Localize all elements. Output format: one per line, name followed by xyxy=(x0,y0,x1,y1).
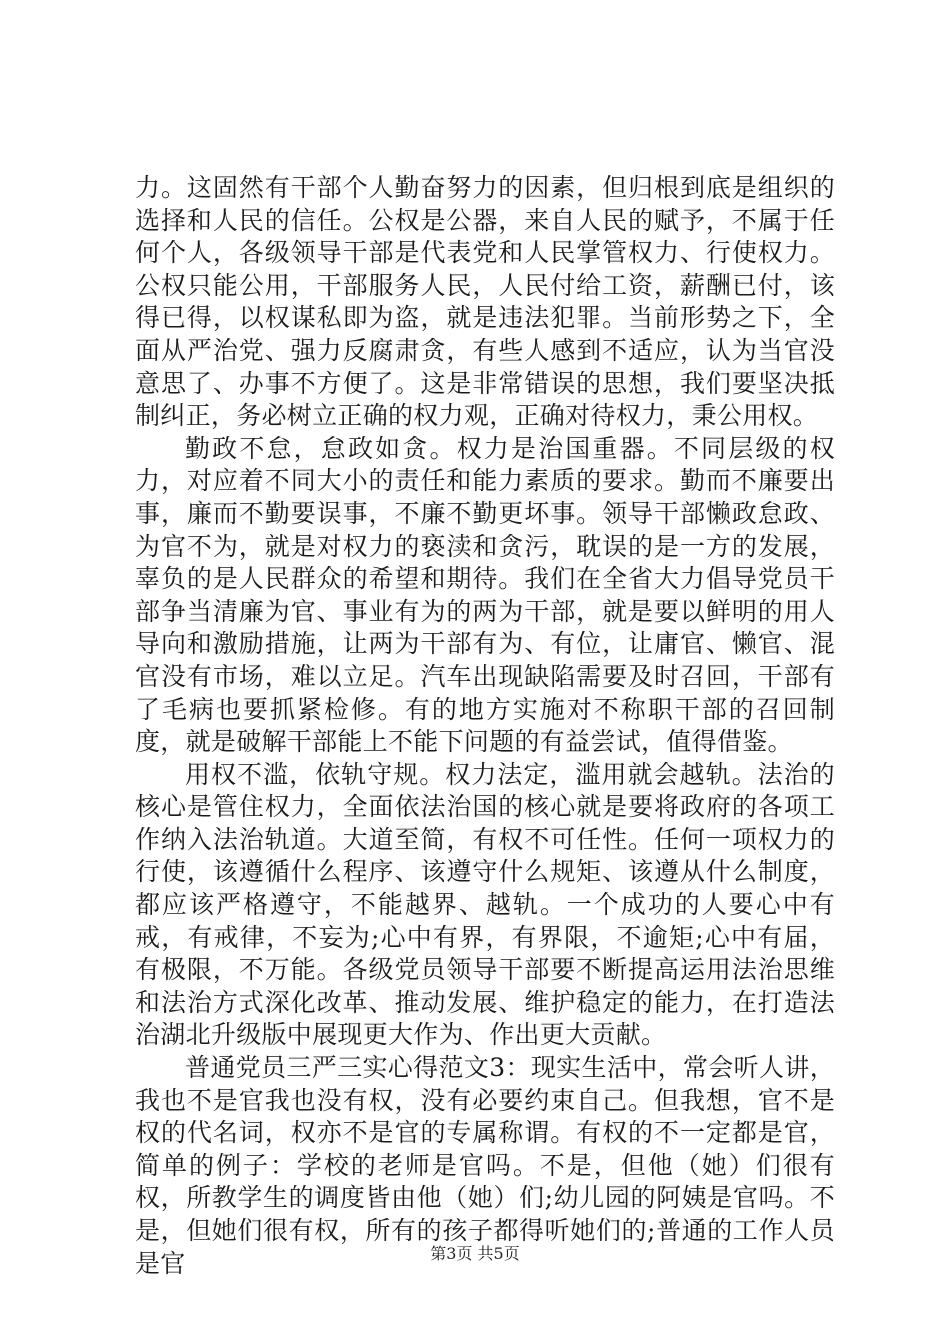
paragraph-4: 普通党员三严三实心得范文3：现实生活中，常会听人讲，我也不是官我也没有权，没有必要约束自己。但我想，官不是权的代名词，权亦不是官的专属称谓。有权的不一定都是官，简单的例子：学校的老师是官吗。不是，但他（她）们很有权，所教学生的调度皆由他（她）们;幼儿园的阿姨是官吗。不是，但她们很有权，所有的孩子都得听她们的;普通的工作人员是官 xyxy=(135,1053,835,1278)
document-body xyxy=(135,172,835,1280)
paragraph-2: 勤政不怠，怠政如贪。权力是治国重器。不同层级的权力，对应着不同大小的责任和能力素质的要求。勤而不廉要出事，廉而不勤要误事，不廉不勤更坏事。领导干部懒政怠政、为官不为，就是对权力的亵渎和贪污，耽误的是一方的发展，辜负的是人民群众的希望和期待。我们在全省大力倡导党员干部争当清廉为官、事业有为的两为干部，就是要以鲜明的用人导向和激励措施，让两为干部有为、有位，让庸官、懒官、混官没有市场，难以立足。汽车出现缺陷需要及时召回，干部有了毛病也要抓紧检修。有的地方实施对不称职干部的召回制度，就是破解干部能上不能下问题的有益尝试，值得借鉴。 xyxy=(135,433,835,757)
page-number-footer: 第3页 共5页 xyxy=(430,1244,520,1263)
paragraph-1: 力。这固然有干部个人勤奋努力的因素，但归根到底是组织的选择和人民的信任。公权是公器，来自人民的赋予，不属于任何个人，各级领导干部是代表党和人民掌管权力、行使权力。公权只能公用，干部服务人民，人民付给工资，薪酬已付，该得已得，以权谋私即为盗，就是违法犯罪。当前形势之下，全面从严治党、强力反腐肃贪，有些人感到不适应，认为当官没意思了、办事不方便了。这是非常错误的思想，我们要坚决抵制纠正，务必树立正确的权力观，正确对待权力，秉公用权。 xyxy=(135,173,835,431)
paragraph-3: 用权不滥，依轨守规。权力法定，滥用就会越轨。法治的核心是管住权力，全面依法治国的核心就是要将政府的各项工作纳入法治轨道。大道至简，有权不可任性。任何一项权力的行使，该遵循什么程序、该遵守什么规矩、该遵从什么制度，都应该严格遵守，不能越界、越轨。一个成功的人要心中有戒，有戒律，不妄为;心中有界，有界限，不逾矩;心中有届，有极限，不万能。各级党员领导干部要不断提高运用法治思维和法治方式深化改革、推动发展、维护稳定的能力，在打造法治湖北升级版中展现更大作为、作出更大贡献。 xyxy=(135,759,835,1050)
